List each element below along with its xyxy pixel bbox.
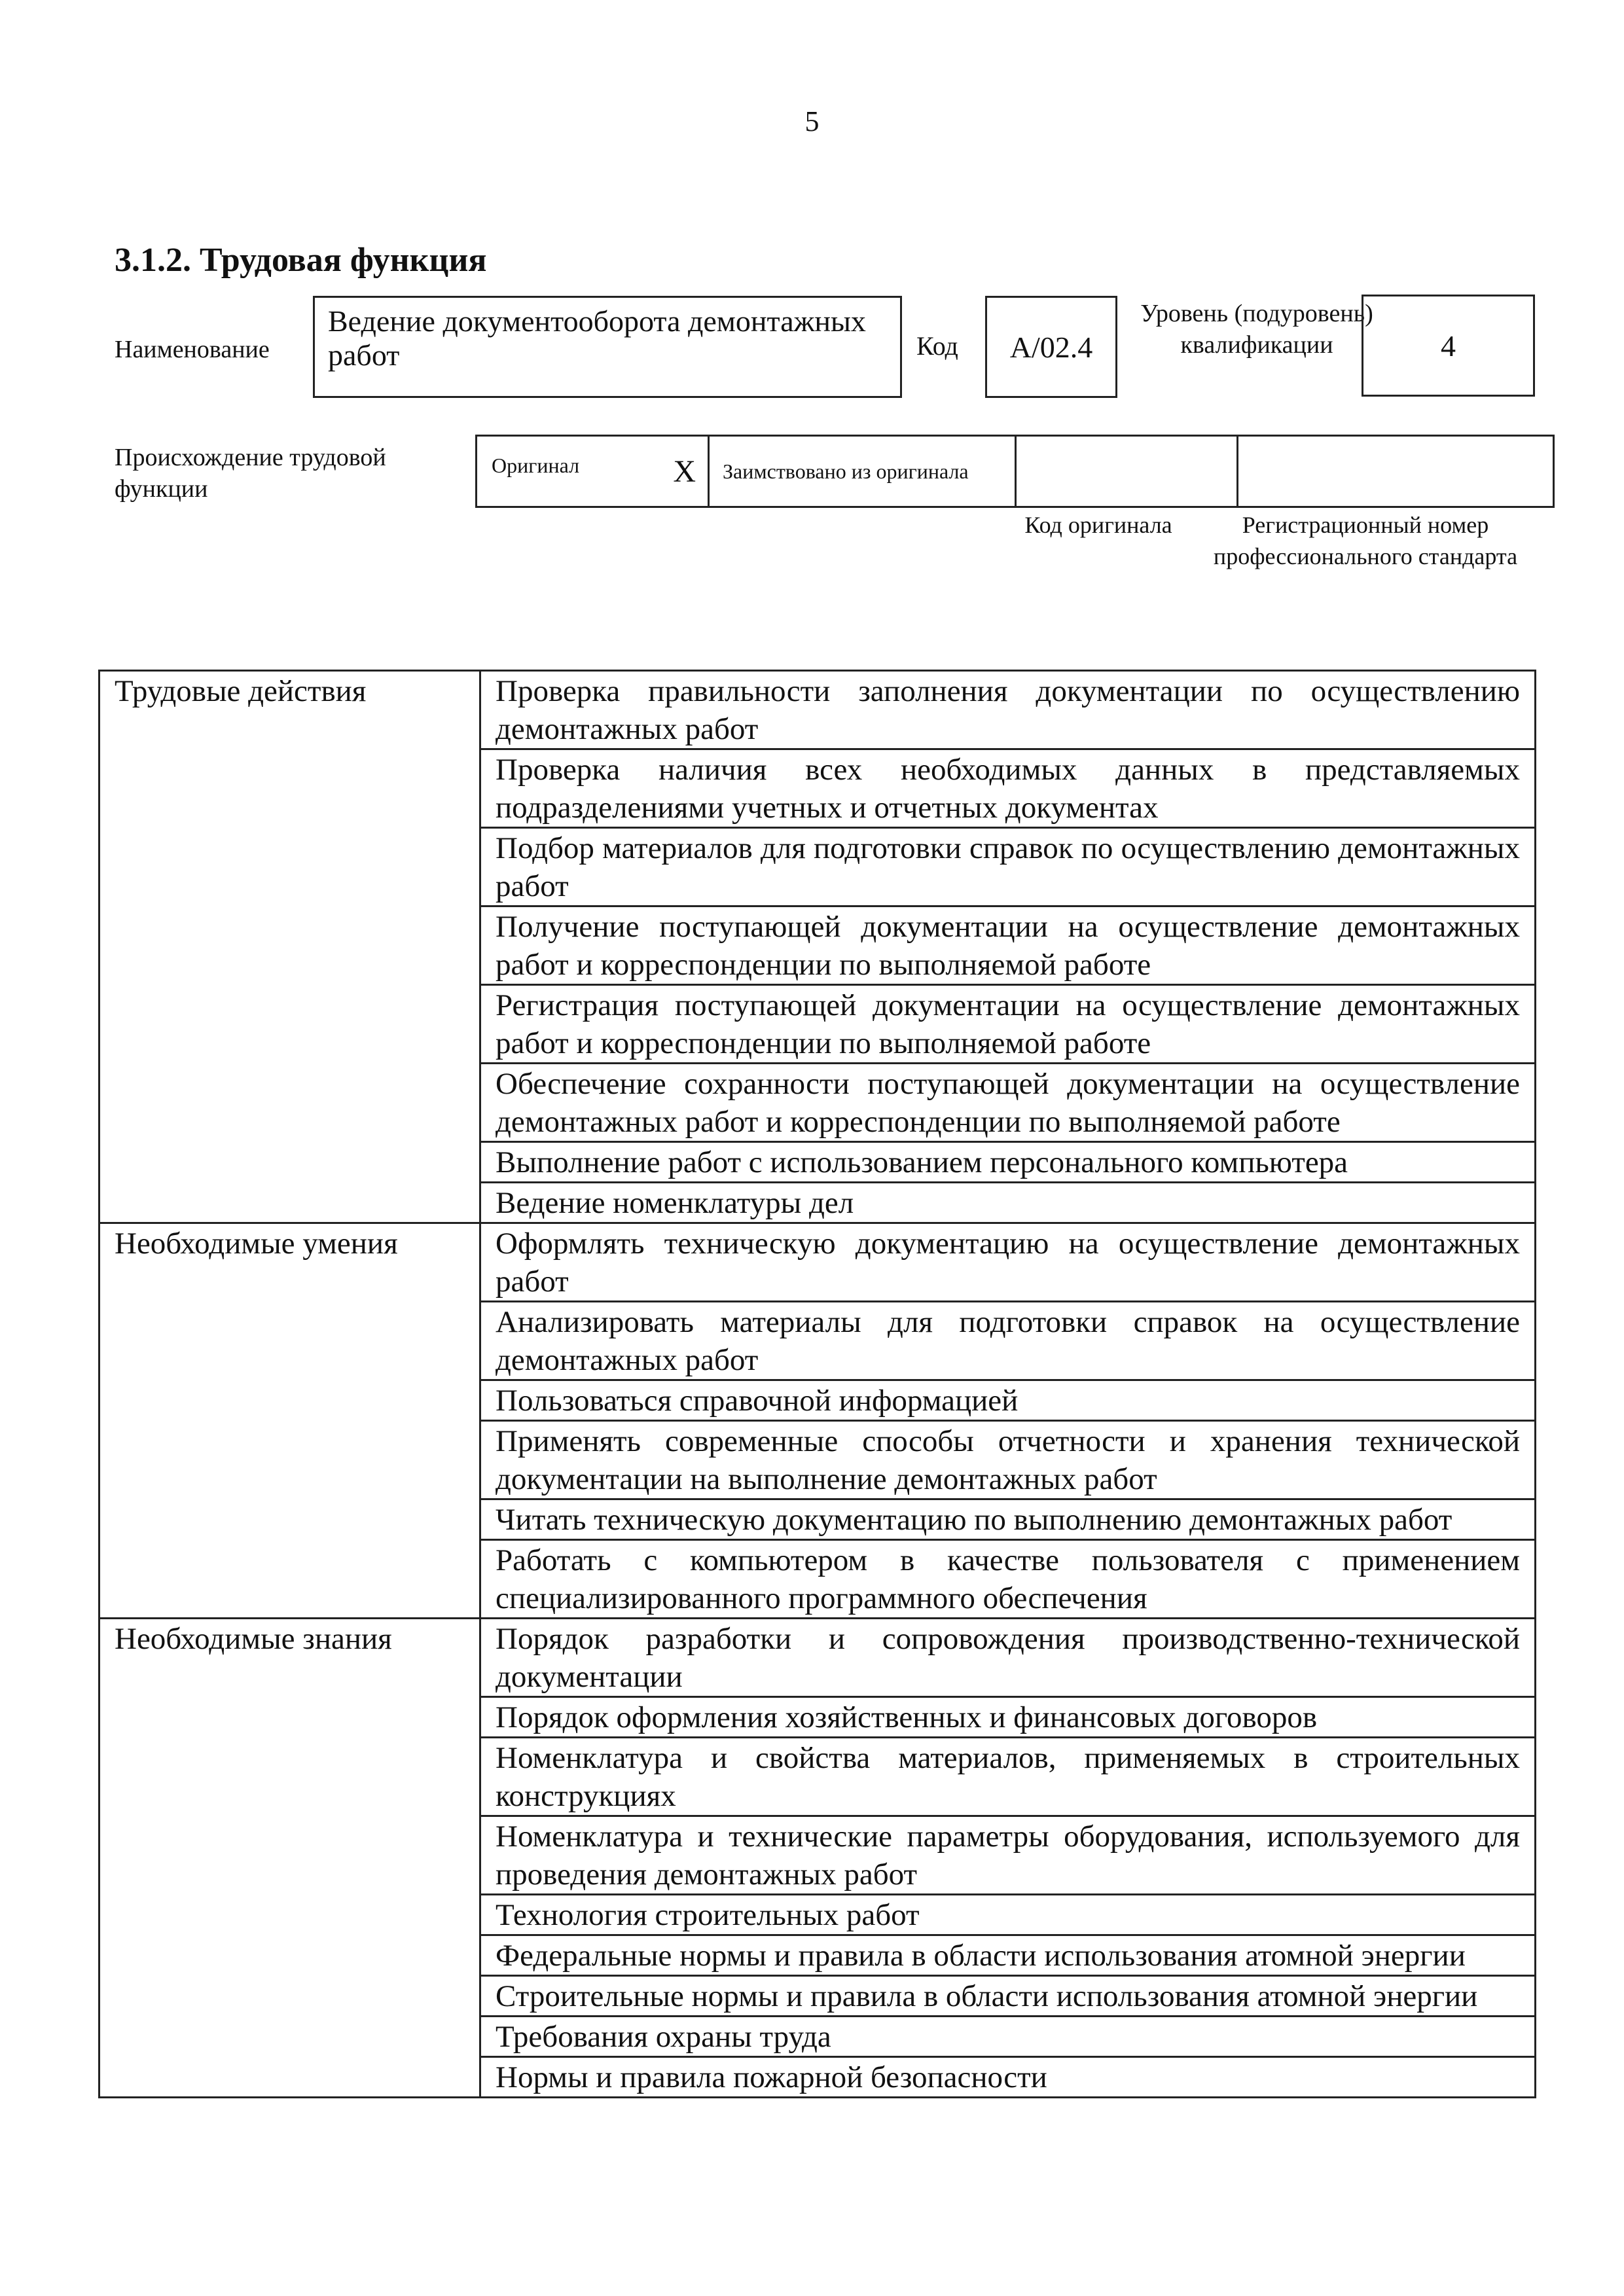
- page-number: 5: [804, 105, 820, 137]
- item-cell: Работать с компьютером в качестве пользователя с применением специализированного программного обеспечения: [480, 1540, 1536, 1619]
- original-code-cell: [1016, 436, 1238, 507]
- item-cell: Номенклатура и технические параметры оборудования, используемого для проведения демонтажных работ: [480, 1816, 1536, 1895]
- name-label: Наименование: [115, 336, 270, 363]
- item-cell: Проверка правильности заполнения документации по осуществлению демонтажных работ: [480, 671, 1536, 749]
- item-cell: Порядок разработки и сопровождения производственно-технической документации: [480, 1619, 1536, 1697]
- qualification-level-label: Уровень (подуровень) квалификации: [1140, 300, 1373, 359]
- category-cell: Необходимые знания: [99, 1619, 480, 2098]
- registration-number-caption: Регистрационный номер профессионального стандарта: [1213, 512, 1518, 569]
- function-name-field: Ведение документооборота демонтажных работ: [313, 296, 902, 398]
- registration-number-cell: [1238, 436, 1554, 507]
- origin-label: Происхождение трудовой функции: [115, 444, 386, 503]
- item-cell: Порядок оформления хозяйственных и финансовых договоров: [480, 1697, 1536, 1738]
- item-cell: Применять современные способы отчетности и хранения технической документации на выполнение демонтажных работ: [480, 1421, 1536, 1499]
- code-field: А/02.4: [985, 296, 1117, 398]
- item-cell: Нормы и правила пожарной безопасности: [480, 2057, 1536, 2098]
- item-cell: Ведение номенклатуры дел: [480, 1183, 1536, 1223]
- origin-table: [475, 435, 1555, 508]
- item-cell: Проверка наличия всех необходимых данных в представляемых подразделениями учетных и отчетных документах: [480, 749, 1536, 828]
- item-cell: Получение поступающей документации на осуществление демонтажных работ и корреспонденции по выполняемой работе: [480, 906, 1536, 985]
- category-cell: Трудовые действия: [99, 671, 480, 1223]
- item-cell: Читать техническую документацию по выполнению демонтажных работ: [480, 1499, 1536, 1540]
- table-row: [99, 671, 1536, 749]
- item-cell: Технология строительных работ: [480, 1895, 1536, 1935]
- original-label: Оригинал: [492, 453, 580, 477]
- function-details-table: [98, 670, 1536, 2098]
- original-code-caption: Код оригинала: [1024, 512, 1172, 538]
- section-title: 3.1.2. Трудовая функция: [115, 242, 487, 279]
- item-cell: Номенклатура и свойства материалов, применяемых в строительных конструкциях: [480, 1738, 1536, 1816]
- item-cell: Регистрация поступающей документации на осуществление демонтажных работ и корреспонденции по выполняемой работе: [480, 985, 1536, 1064]
- item-cell: Анализировать материалы для подготовки справок на осуществление демонтажных работ: [480, 1302, 1536, 1380]
- item-cell: Выполнение работ с использованием персонального компьютера: [480, 1142, 1536, 1183]
- original-cell: [477, 436, 709, 507]
- original-check-mark: X: [673, 454, 696, 489]
- item-cell: Подбор материалов для подготовки справок по осуществлению демонтажных работ: [480, 828, 1536, 906]
- qualification-level-field: 4: [1362, 295, 1535, 397]
- item-cell: Обеспечение сохранности поступающей документации на осуществление демонтажных работ и корреспонденции по выполняемой работе: [480, 1064, 1536, 1142]
- table-row: [99, 1619, 1536, 1697]
- table-row: [99, 1223, 1536, 1302]
- item-cell: Оформлять техническую документацию на осуществление демонтажных работ: [480, 1223, 1536, 1302]
- category-cell: Необходимые умения: [99, 1223, 480, 1619]
- item-cell: Пользоваться справочной информацией: [480, 1380, 1536, 1421]
- borrowed-cell: Заимствовано из оригинала: [709, 436, 1016, 507]
- code-label: Код: [916, 331, 958, 361]
- item-cell: Строительные нормы и правила в области использования атомной энергии: [480, 1976, 1536, 2017]
- item-cell: Федеральные нормы и правила в области использования атомной энергии: [480, 1935, 1536, 1976]
- item-cell: Требования охраны труда: [480, 2017, 1536, 2057]
